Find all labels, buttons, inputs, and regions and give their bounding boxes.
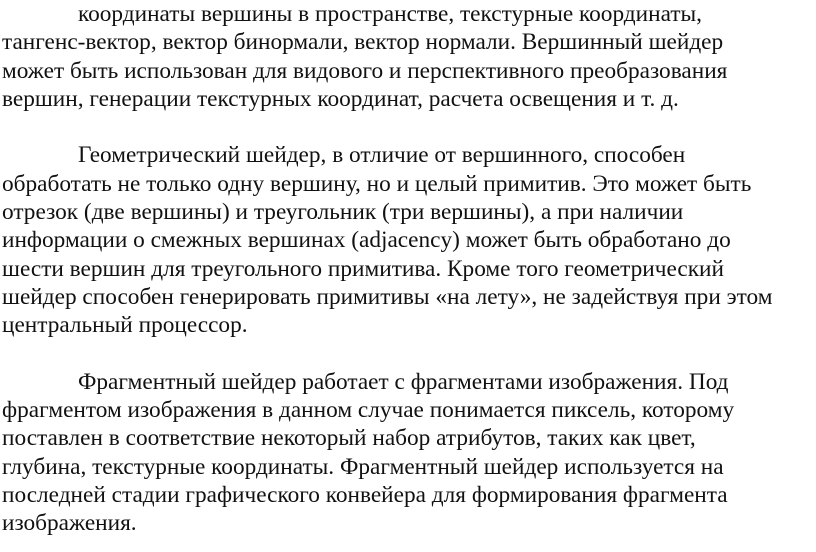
text-line: изображения. [2,510,137,537]
text-line: координаты вершины в пространстве, текстурные координаты, [78,1,702,27]
paragraph-spacer [2,340,802,368]
text-line: последней стадии графического конвейера для формирования фрагмента [2,482,728,509]
text-line: шейдер способен генерировать примитивы «на лету», не задействуя при этом [2,283,773,310]
paragraph-fragment-shader [2,368,802,538]
text-line: может быть использован для видового и перспективного преобразования [2,57,728,84]
text-line: тангенс-вектор, вектор бинормали, вектор нормали. Вершинный шейдер [2,29,724,56]
text-line: Геометрический шейдер, в отличие от вершинного, способен [78,142,686,169]
text-line: Фрагментный шейдер работает с фрагментами изображения. Под [78,368,729,395]
text-line: шести вершин для треугольного примитива. Кроме того геометрический [2,255,724,282]
text-line: фрагментом изображения в данном случае понимается пиксель, которому [2,397,735,424]
text-line: вершин, генерации текстурных координат, расчета освещения и т. д. [2,85,679,112]
text-line: обработать не только одну вершину, но и целый примитив. Это может быть [2,170,752,197]
text-line: центральный процессор. [2,312,248,339]
paragraph-geometry-shader [2,141,802,339]
paragraph-vertex-shader-continued [2,0,802,113]
text-line: глубина, текстурные координаты. Фрагментный шейдер используется на [2,453,724,480]
paragraph-spacer [2,113,802,141]
text-line: информации о смежных вершинах (adjacency) может быть обработано до [2,227,731,254]
text-line: отрезок (две вершины) и треугольник (три вершины), а при наличии [2,199,684,226]
text-line: поставлен в соответствие некоторый набор атрибутов, таких как цвет, [2,425,696,452]
